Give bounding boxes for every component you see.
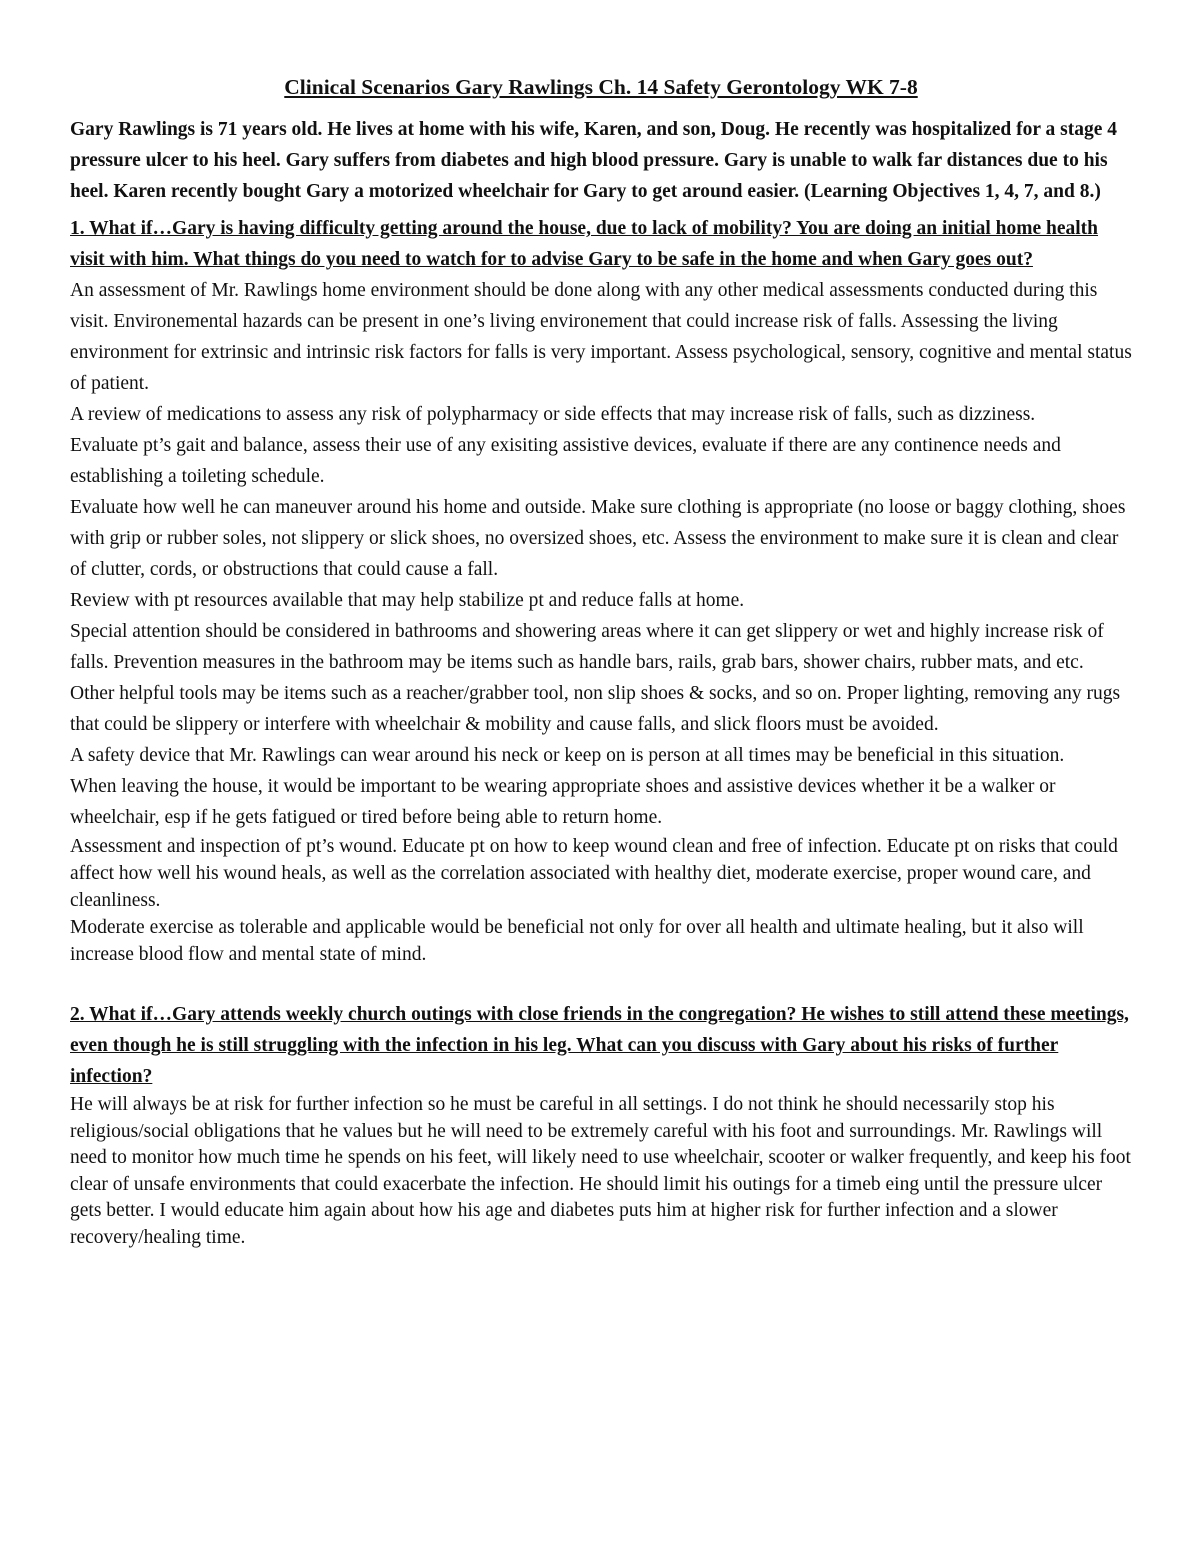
answer-1 <box>70 275 1132 968</box>
answer-1-paragraph: A safety device that Mr. Rawlings can wear around his neck or keep on is person at all times may be beneficial in this situation. <box>70 745 1065 766</box>
answer-2 <box>70 1092 1132 1251</box>
answer-1-paragraph: Review with pt resources available that may help stabilize pt and reduce falls at home. <box>70 590 745 611</box>
scenario-intro: Gary Rawlings is 71 years old. He lives at home with his wife, Karen, and son, Doug. He recently was hospitalized for a stage 4 pressure ulcer to his heel. Gary suffers from diabetes and high blood pressure. Gary is unable to walk far distances due to his heel. Karen recently bought Gary a motorized wheelchair for Gary to get around easier. (Learning Objectives 1, 4, 7, and 8.) <box>70 119 1118 202</box>
answer-1-paragraph: Special attention should be considered in bathrooms and showering areas where it can get slippery or wet and highly increase risk of falls. Prevention measures in the bathroom may be items such as handle bars, rails, grab bars, shower chairs, rubber mats, and etc. <box>70 621 1104 673</box>
question-2: 2. What if…Gary attends weekly church outings with close friends in the congregation? He wishes to still attend these meetings, even though he is still struggling with the infection in his leg. What can you discuss with Gary about his risks of further infection? <box>70 1004 1129 1087</box>
answer-1-paragraph: Moderate exercise as tolerable and applicable would be beneficial not only for over all health and ultimate healing, but it also will increase blood flow and mental state of mind. <box>70 917 1084 965</box>
answer-1-paragraph: Evaluate how well he can maneuver around his home and outside. Make sure clothing is appropriate (no loose or baggy clothing, shoes with grip or rubber soles, not slippery or slick shoes, no oversized shoes, etc. Assess the environment to make sure it is clean and clear of clutter, cords, or obstructions that could cause a fall. <box>70 497 1126 580</box>
answer-1-paragraph: A review of medications to assess any risk of polypharmacy or side effects that may increase risk of falls, such as dizziness. <box>70 404 1036 425</box>
answer-2-paragraph: He will always be at risk for further infection so he must be careful in all settings. I do not think he should necessarily stop his religious/social obligations that he values but he will need to be extremely careful with his foot and surroundings. Mr. Rawlings will need to monitor how much time he spends on his feet, will likely need to use wheelchair, scooter or walker frequently, and keep his foot clear of unsafe environments that could exacerbate the infection. He should limit his outings for a timeb eing until the pressure ulcer gets better. I would educate him again about how his age and diabetes puts him at higher risk for further infection and a slower recovery/healing time. <box>70 1094 1131 1248</box>
question-1: 1. What if…Gary is having difficulty getting around the house, due to lack of mobility? You are doing an initial home health visit with him. What things do you need to watch for to advise Gary to be safe in the home and when Gary goes out? <box>70 218 1099 270</box>
document-title: Clinical Scenarios Gary Rawlings Ch. 14 Safety Gerontology WK 7-8 <box>284 75 918 99</box>
answer-1-paragraph: An assessment of Mr. Rawlings home environment should be done along with any other medical assessments conducted during this visit. Environemental hazards can be present in one’s living environement that could increase risk of falls. Assessing the living environment for extrinsic and intrinsic risk factors for falls is very important. Assess psychological, sensory, cognitive and mental status of patient. <box>70 280 1132 394</box>
answer-1-paragraph: Evaluate pt’s gait and balance, assess their use of any exisiting assistive devices, evaluate if there are any continence needs and establishing a toileting schedule. <box>70 435 1061 487</box>
document-page <box>70 72 1132 1251</box>
answer-1-paragraph: Other helpful tools may be items such as a reacher/grabber tool, non slip shoes & socks, and so on. Proper lighting, removing any rugs that could be slippery or interfere with wheelchair & mobility and cause falls, and slick floors must be avoided. <box>70 683 1121 735</box>
answer-1-paragraph: When leaving the house, it would be important to be wearing appropriate shoes and assistive devices whether it be a walker or wheelchair, esp if he gets fatigued or tired before being able to return home. <box>70 776 1056 828</box>
answer-1-paragraph: Assessment and inspection of pt’s wound. Educate pt on how to keep wound clean and free of infection. Educate pt on risks that could affect how well his wound heals, as well as the correlation associated with healthy diet, moderate exercise, proper wound care, and cleanliness. <box>70 836 1118 911</box>
